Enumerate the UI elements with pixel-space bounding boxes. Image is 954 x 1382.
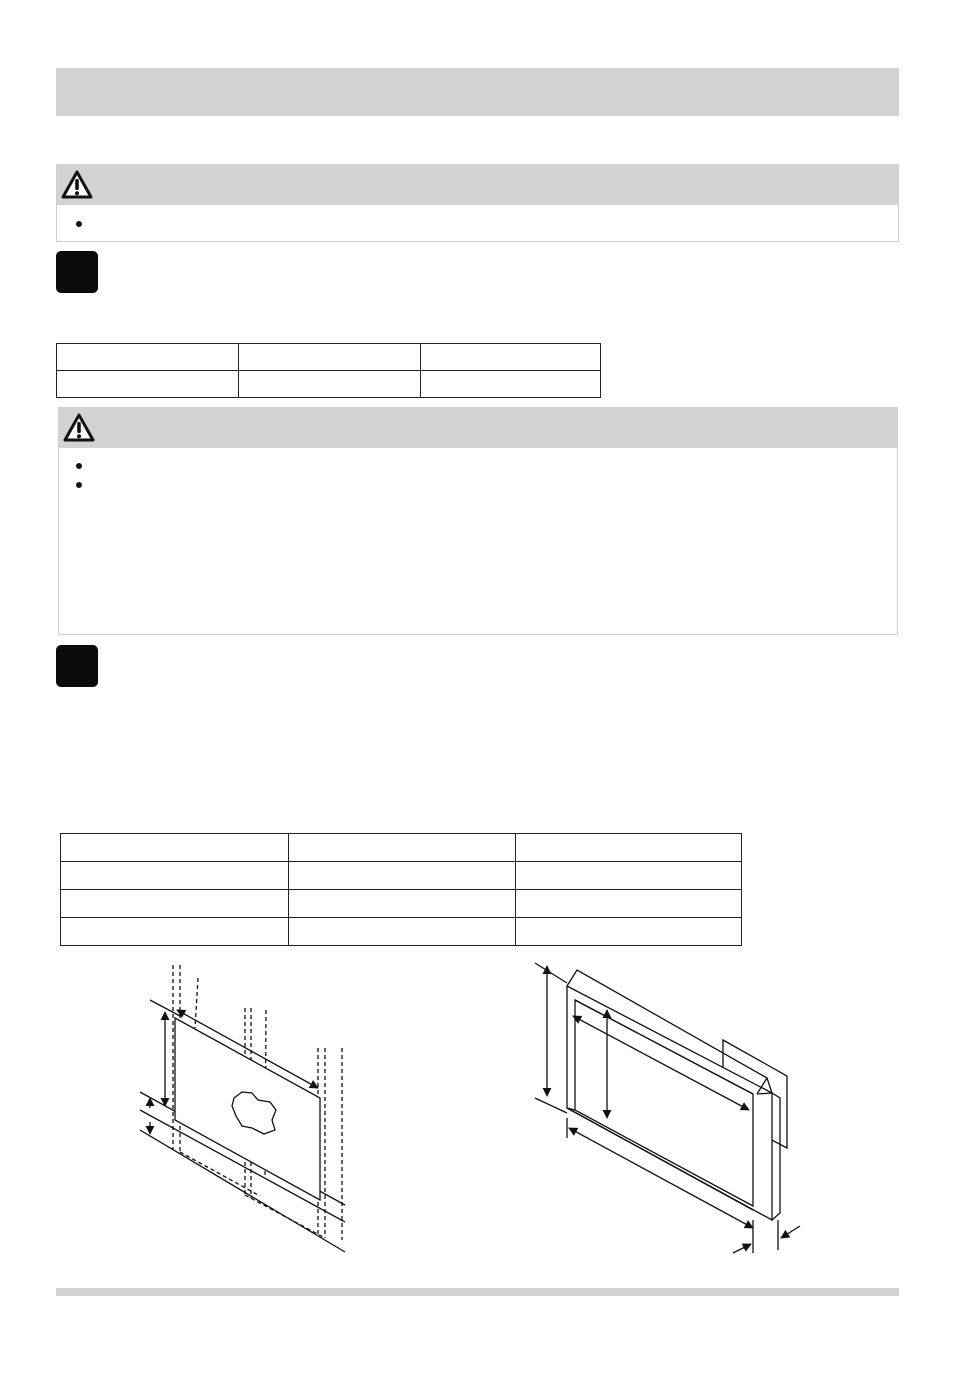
table-cell	[516, 862, 742, 890]
warning-icon	[61, 170, 93, 200]
table-row	[61, 918, 742, 946]
wall-sleeve-box-diagram	[525, 958, 815, 1263]
header-bar	[56, 68, 899, 116]
table-row	[61, 890, 742, 918]
bullet-dot	[76, 221, 82, 227]
table-cell	[289, 834, 516, 862]
bullet-dot	[76, 482, 82, 488]
table-2	[60, 833, 742, 946]
table-1	[56, 343, 601, 398]
table-cell	[57, 371, 239, 398]
table-row	[61, 862, 742, 890]
warning-header	[57, 165, 898, 205]
table-cell	[289, 862, 516, 890]
warning-box-2	[58, 407, 898, 635]
table-cell	[61, 918, 289, 946]
bullet-dot	[76, 463, 82, 469]
table-cell	[61, 834, 289, 862]
table-cell	[239, 344, 421, 371]
table-cell	[516, 918, 742, 946]
table-cell	[239, 371, 421, 398]
table-cell	[61, 862, 289, 890]
step-badge-b	[56, 645, 98, 687]
warning-header	[59, 408, 897, 448]
table-row	[57, 371, 601, 398]
table-cell	[421, 371, 601, 398]
warning-icon	[63, 413, 95, 443]
table-cell	[516, 890, 742, 918]
table-cell	[289, 918, 516, 946]
step-badge-a	[56, 251, 98, 293]
table-row	[57, 344, 601, 371]
table-cell	[57, 344, 239, 371]
table-cell	[516, 834, 742, 862]
warning-box-1	[56, 164, 899, 242]
table-cell	[61, 890, 289, 918]
table-row	[61, 834, 742, 862]
table-cell	[421, 344, 601, 371]
wall-opening-diagram	[130, 960, 360, 1260]
footer-bar	[56, 1288, 899, 1296]
table-cell	[289, 890, 516, 918]
